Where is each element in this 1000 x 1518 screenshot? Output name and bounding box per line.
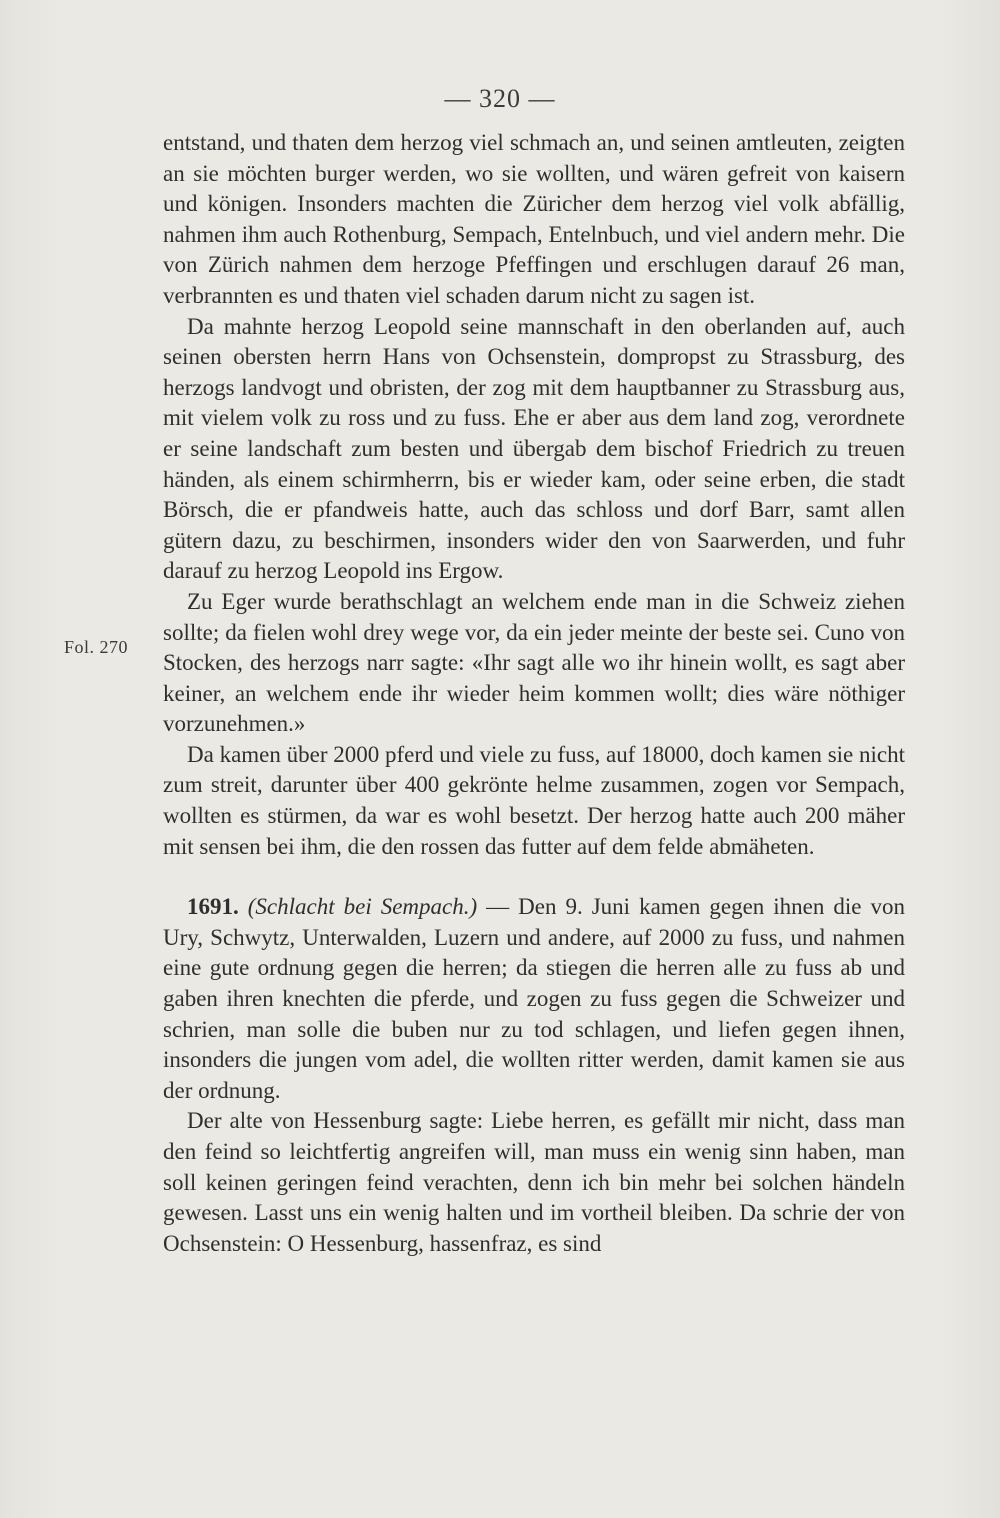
section-title: (Schlacht bei Sempach.)	[247, 894, 478, 920]
paragraph-sempach-siege: Da kamen über 2000 pferd und viele zu fuss, auf 18000, doch kamen sie nicht zum streit, darunter über 400 gekrönte helme zusammen, zogen vor Sempach, wollten es stürmen, da war es wohl besetzt. Der herzog hatte auch 200 mäher mit sensen bei ihm, die den rossen das futter auf dem felde abmäheten.	[163, 741, 905, 859]
page-number: — 320 —	[444, 84, 556, 113]
folio-margin-note: Fol. 270	[64, 637, 129, 657]
main-text-column	[163, 128, 905, 1259]
paragraph-leopold: Da mahnte herzog Leopold seine mannschaft in den oberlanden auf, auch seinen obersten herrn Hans von Ochsenstein, dompropst zu Strassburg, des herzogs landvogt und obristen, der zog mit dem hauptbanner zu Strassburg aus, mit vielem volk zu ross und zu fuss. Ehe er aber aus dem land zog, verordnete er seine landschaft zum besten und übergab dem bischof Friedrich zu treuen händen, als einem schirmherrn, bis er wieder kam, oder seine erben, die stadt Börsch, die er pfandweis hatte, auch das schloss und dorf Barr, samt allen gütern dazu, zu beschirmen, insonders wider den von Saarwerden, und fuhr darauf zu herzog Leopold ins Ergow.	[163, 313, 905, 584]
paragraph-hessenburg: Der alte von Hessenburg sagte: Liebe herren, es gefällt mir nicht, dass man den feind so leichtfertig angreifen will, man muss ein wenig sinn haben, man soll keinen geringen feind verachten, denn ich bin mehr bei solchen händeln gewesen. Lasst uns ein wenig halten und im vortheil bleiben. Da schrie der von Ochsenstein: O Hessenburg, hassenfraz, es sind	[163, 1108, 905, 1256]
paragraph-eger: Zu Eger wurde berathschlagt an welchem ende man in die Schweiz ziehen sollte; da fielen wohl drey wege vor, da ein jeder meinte der beste sei. Cuno von Stocken, des herzogs narr sagte: «Ihr sagt alle wo ihr hinein wollt, es sagt aber keiner, an welchem ende ihr wieder heim kommen wollt; dies wäre nöthiger vorzunehmen.»	[163, 588, 905, 737]
section-number: 1691.	[187, 894, 239, 920]
section-body: — Den 9. Juni kamen gegen ihnen die von Ury, Schwytz, Unterwalden, Luzern und andere, auf 2000 zu fuss, und nahmen eine gute ordnung gegen die herren; da stiegen die herren alle zu fuss ab und gaben ihren knechten die pferde, und zogen zu fuss gegen die Schweizer und schrien, man solle die buben nur zu tod schlagen, und liefen gegen ihnen, insonders die jungen vom adel, die wollten ritter werden, damit kamen sie aus der ordnung.	[163, 894, 905, 1103]
section-1691	[163, 892, 905, 1106]
paragraph-continuation: entstand, und thaten dem herzog viel schmach an, und seinen amtleuten, zeigten an sie möchten burger werden, wo sie wollten, und wären gefreit von kaisern und königen. Insonders machten die Züricher dem herzog viel volk abfällig, nahmen ihm auch Rothenburg, Sempach, Entelnbuch, und viel andern mehr. Die von Zürich nahmen dem herzoge Pfeffingen und erschlugen darauf 26 man, verbrannten es und thaten viel schaden darum nicht zu sagen ist.	[163, 130, 905, 308]
